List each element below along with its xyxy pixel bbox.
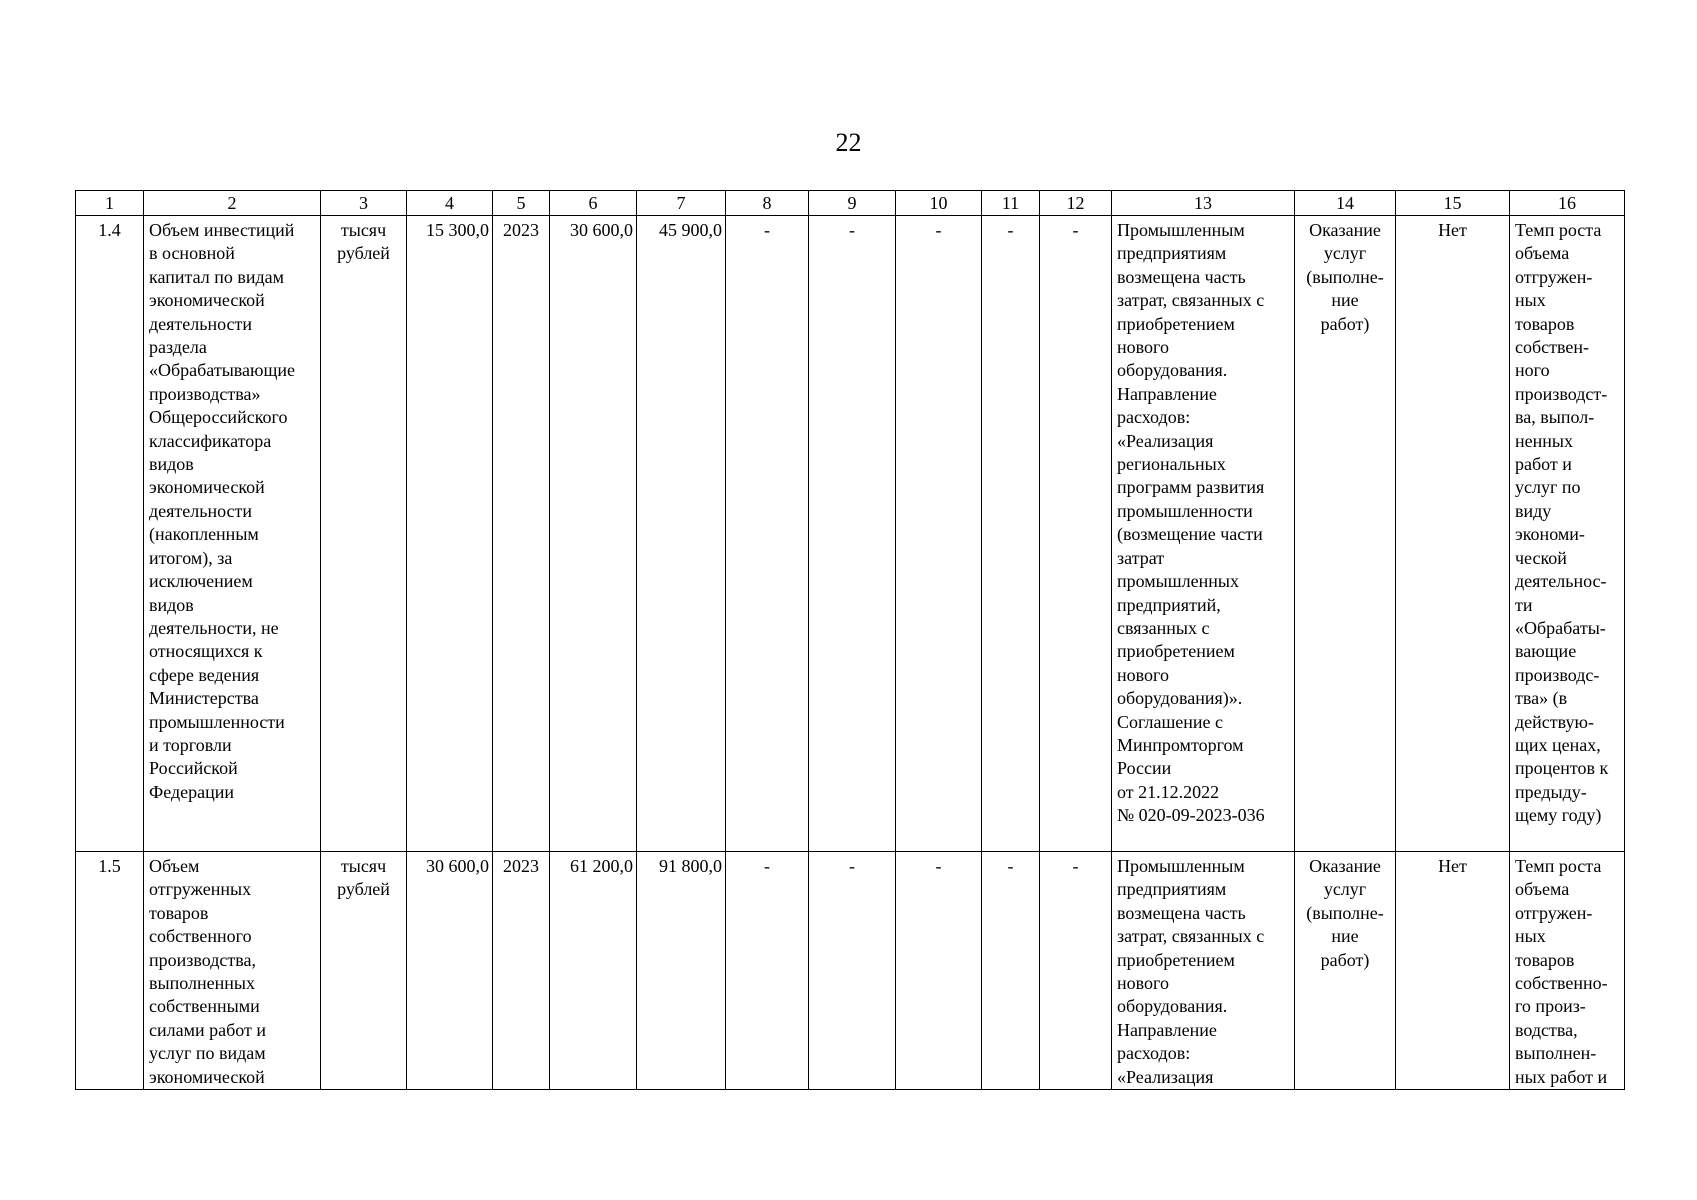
value-cell: 15 300,0 xyxy=(407,216,493,852)
value-cell: 61 200,0 xyxy=(550,852,637,1090)
table-row xyxy=(76,216,1625,852)
column-number-row xyxy=(76,191,1625,216)
dash-cell: - xyxy=(809,216,896,852)
header-cell: 16 xyxy=(1510,191,1625,216)
year-cell: 2023 xyxy=(493,852,550,1090)
dash-cell: - xyxy=(896,852,982,1090)
row-number: 1.5 xyxy=(76,852,144,1090)
dash-cell: - xyxy=(809,852,896,1090)
table-row xyxy=(76,852,1625,1090)
year-cell: 2023 xyxy=(493,216,550,852)
value-cell: 30 600,0 xyxy=(407,852,493,1090)
unit-cell: тысяч рублей xyxy=(321,216,407,852)
type-cell: Оказание услуг (выполне- ние работ) xyxy=(1295,852,1396,1090)
page-number: 22 xyxy=(835,128,862,157)
header-cell: 6 xyxy=(550,191,637,216)
header-cell: 8 xyxy=(726,191,809,216)
header-cell: 2 xyxy=(144,191,321,216)
value-cell: 30 600,0 xyxy=(550,216,637,852)
header-cell: 7 xyxy=(637,191,726,216)
header-cell: 14 xyxy=(1295,191,1396,216)
unit-cell: тысяч рублей xyxy=(321,852,407,1090)
dash-cell: - xyxy=(982,216,1040,852)
dash-cell: - xyxy=(1040,216,1112,852)
related-indicator: Темп роста объема отгружен- ных товаров собствен- ного производст- ва, выпол- ненных работ и услуг по виду экономи- ческой деятельнос- ти «Обрабаты- вающие производс- тва» (в действую- щих ценах, процентов к предыду- щему году) xyxy=(1510,216,1625,852)
dash-cell: - xyxy=(726,216,809,852)
indicator-name: Объем инвестиций в основной капитал по видам экономической деятельности раздела «Обрабатывающие производства» Общероссийского классификатора видов экономической деятельности (накопленным итогом), за исключением видов деятельности, не относящихся к сфере ведения Министерства промышленности и торговли Российской Федерации xyxy=(144,216,321,852)
header-cell: 12 xyxy=(1040,191,1112,216)
dash-cell: - xyxy=(982,852,1040,1090)
type-cell: Оказание услуг (выполне- ние работ) xyxy=(1295,216,1396,852)
indicator-name: Объем отгруженных товаров собственного производства, выполненных собственными силами работ и услуг по видам экономической xyxy=(144,852,321,1090)
header-cell: 11 xyxy=(982,191,1040,216)
flag-cell: Нет xyxy=(1396,852,1510,1090)
indicators-table xyxy=(75,190,1625,1090)
header-cell: 9 xyxy=(809,191,896,216)
dash-cell: - xyxy=(1040,852,1112,1090)
flag-cell: Нет xyxy=(1396,216,1510,852)
header-cell: 1 xyxy=(76,191,144,216)
header-cell: 10 xyxy=(896,191,982,216)
dash-cell: - xyxy=(896,216,982,852)
result-description: Промышленным предприятиям возмещена часть затрат, связанных с приобретением нового оборудования. Направление расходов: «Реализация xyxy=(1112,852,1295,1090)
header-cell: 5 xyxy=(493,191,550,216)
header-cell: 3 xyxy=(321,191,407,216)
header-cell: 4 xyxy=(407,191,493,216)
related-indicator: Темп роста объема отгружен- ных товаров собственно- го произ- водства, выполнен- ных работ и xyxy=(1510,852,1625,1090)
value-cell: 91 800,0 xyxy=(637,852,726,1090)
result-description: Промышленным предприятиям возмещена часть затрат, связанных с приобретением нового оборудования. Направление расходов: «Реализация региональных программ развития промышленности (возмещение части затрат промышленных предприятий, связанных с приобретением нового оборудования)». Соглашение с Минпромторгом России от 21.12.2022 № 020-09-2023-036 xyxy=(1112,216,1295,852)
header-cell: 13 xyxy=(1112,191,1295,216)
dash-cell: - xyxy=(726,852,809,1090)
header-cell: 15 xyxy=(1396,191,1510,216)
row-number: 1.4 xyxy=(76,216,144,852)
value-cell: 45 900,0 xyxy=(637,216,726,852)
